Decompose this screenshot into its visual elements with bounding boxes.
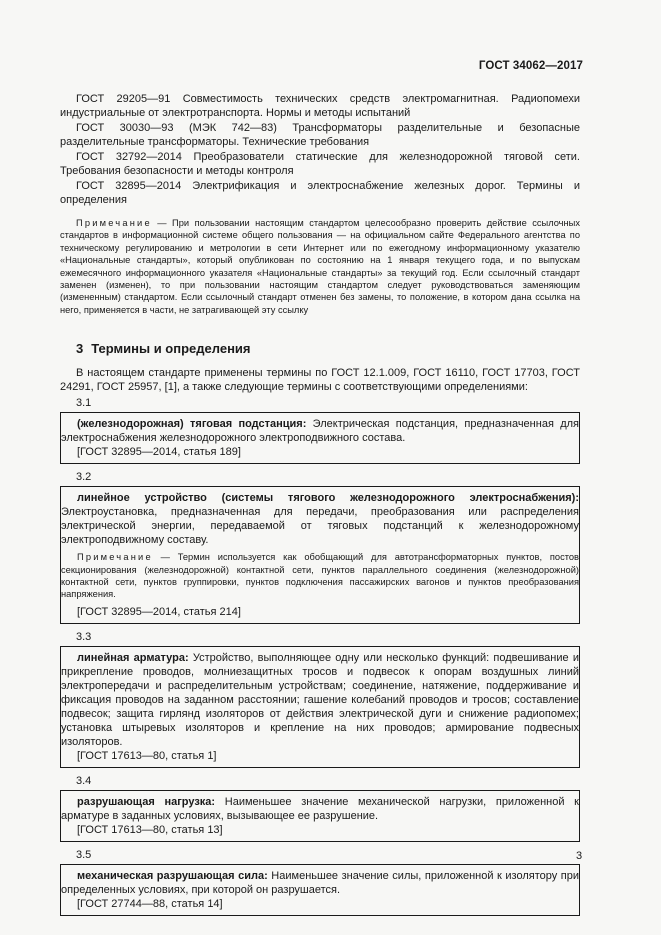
term-definition: Наименьшее значение механической нагрузки, приложенной к арматуре в заданных условиях, вызывающее ее разрушение. <box>61 795 579 822</box>
reference-gost-30030: ГОСТ 30030—93 (МЭК 742—83) Трансформаторы разделительные и безопасные разделительные трансформаторы. Технические требования <box>60 122 580 148</box>
term-definition: Наименьшее значение силы, приложенной к изолятору при определенных условиях, при которой он разрушается. <box>61 869 579 896</box>
term-number: 3.2 <box>76 471 92 484</box>
term-text <box>61 417 579 445</box>
term-entry <box>60 790 580 842</box>
term-source: [ГОСТ 32895—2014, статья 189] <box>77 446 241 459</box>
term-entry <box>60 864 580 916</box>
section-number: 3 <box>76 341 84 357</box>
reference-gost-32792: ГОСТ 32792—2014 Преобразователи статические для железнодорожной тяговой сети. Требования безопасности и методы контроля <box>60 151 580 177</box>
standard-header: ГОСТ 34062—2017 <box>478 60 583 72</box>
term-text <box>61 651 579 749</box>
term-note-text: — Термин используется как обобщающий для автотрансформаторных пунктов, постов секционирования (железнодорожной) контактной сети, пунктов параллельного соединения (железнодорожной) контактной сети, пунктов группировки, пунктов подключения пассажирских вагонов и пунктов преобразования напряжения. <box>61 552 579 600</box>
term-text <box>61 869 579 897</box>
term-name: (железнодорожная) тяговая подстанция: <box>77 418 307 431</box>
term-definition: Электроустановка, предназначенная для передачи, преобразования или распределения электрической энергии, передаваемой от тяговых подстанций к железнодорожному электроподвижному составу. <box>61 506 579 547</box>
section-title: Термины и определения <box>91 341 251 357</box>
term-name: механическая разрушающая сила: <box>77 869 268 882</box>
term-entry <box>60 486 580 624</box>
term-definition: Электрическая подстанция, предназначенная для электроснабжения железнодорожного электроподвижного состава. <box>61 418 579 445</box>
term-number: 3.4 <box>76 774 92 787</box>
term-source: [ГОСТ 17613—80, статья 1] <box>77 749 217 762</box>
term-source: [ГОСТ 27744—88, статья 14] <box>77 897 223 910</box>
term-entry <box>60 646 580 768</box>
page-content <box>60 92 583 922</box>
term-name: разрушающая нагрузка: <box>77 795 216 808</box>
term-name: линейное устройство (системы тягового железнодорожного электроснабжения): <box>77 492 579 505</box>
term-note <box>61 551 579 601</box>
term-name: линейная арматура: <box>77 651 189 664</box>
section-intro: В настоящем стандарте применены термины по ГОСТ 12.1.009, ГОСТ 16110, ГОСТ 17703, ГОСТ 24291, ГОСТ 25957, [1], а также следующие термины с соответствующими определениями: <box>60 367 580 394</box>
term-source: [ГОСТ 32895—2014, статья 214] <box>77 605 241 618</box>
term-number: 3.5 <box>76 848 92 861</box>
term-note-label: Примечание <box>77 552 153 563</box>
reference-gost-29205: ГОСТ 29205—91 Совместимость технических средств электромагнитная. Радиопомехи индустриальные от электротранспорта. Нормы и методы испытаний <box>60 93 580 119</box>
term-entry <box>60 412 580 464</box>
page-number: 3 <box>576 850 583 862</box>
term-number: 3.1 <box>76 397 92 410</box>
term-text <box>61 491 579 547</box>
term-text <box>61 795 579 823</box>
section-heading <box>76 342 580 356</box>
term-source: [ГОСТ 17613—80, статья 13] <box>77 823 223 836</box>
note-text: — При пользовании настоящим стандартом целесообразно проверить действие ссылочных стандартов в информационной системе общего пользования — на официальном сайте Федерального агентства по техническому регулированию и метрологии в сети Интернет или по ежегодному информационному указателю «Национальные стандарты», который опубликован по состоянию на 1 января текущего года, и по выпускам ежемесячного информационного указателя «Национальные стандарты» за текущий год. Если ссылочный стандарт заменен (изменен), то при пользовании настоящим стандартом следует руководствоваться заменяющим (измененным) стандартом. Если ссылочный стандарт отменен без замены, то положение, в котором дана ссылка на него, применяется в части, не затрагивающей эту ссылку <box>60 218 580 315</box>
term-number: 3.3 <box>76 630 92 643</box>
note-label: Примечание <box>76 218 152 228</box>
references-note <box>60 217 580 316</box>
term-definition: Устройство, выполняющее одну или несколько функций: подвешивание и прикрепление проводов, молниезащитных тросов и подвесок к опорам воздушных линий электропередачи и распределительным устройствам; соединение, натяжение, поддерживание и фиксация проводов на заданном расстоянии; гашение колебаний проводов и тросов; составление подвесок; защита гирлянд изоляторов от действия электрической дуги и снижение радиопомех; установка штыревых изоляторов и крепление на них проводов; армирование подвесных изоляторов. <box>61 651 579 748</box>
reference-gost-32895: ГОСТ 32895—2014 Электрификация и электроснабжение железных дорог. Термины и определения <box>60 180 580 206</box>
